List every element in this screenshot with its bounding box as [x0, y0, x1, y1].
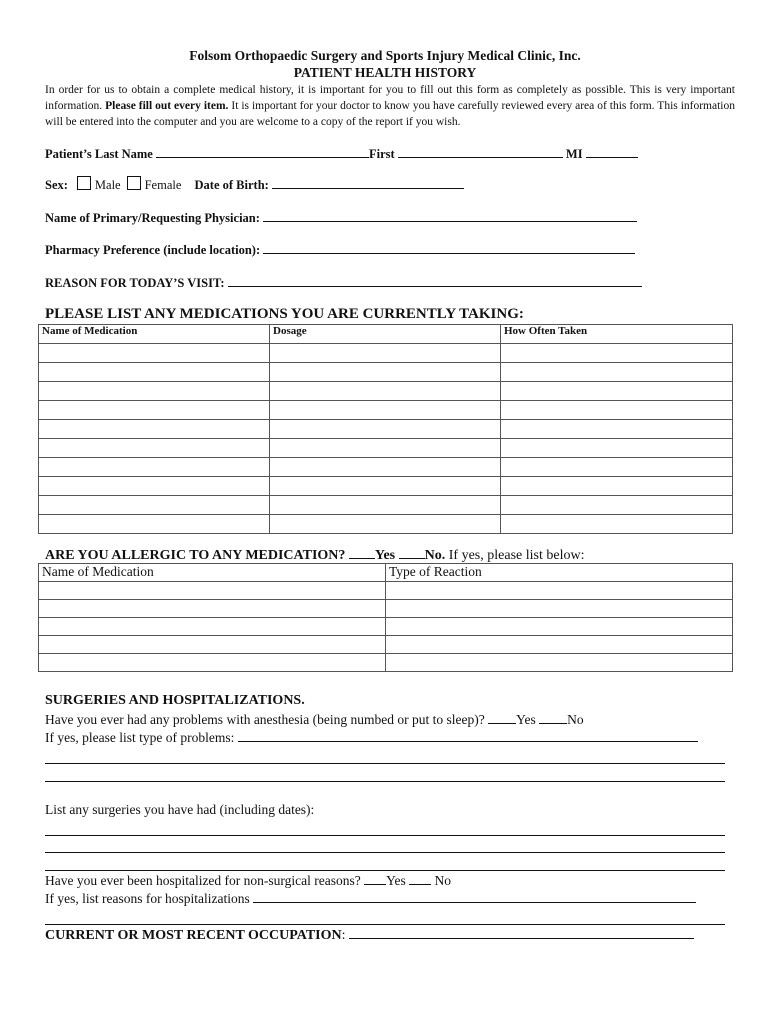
medication-row [39, 477, 733, 496]
reason-label: REASON FOR TODAY’S VISIT: [45, 276, 225, 290]
surgeries-line-2[interactable] [45, 852, 725, 853]
medication-row [39, 496, 733, 515]
table-cell[interactable] [270, 458, 501, 477]
anesthesia-problems-line-3[interactable] [45, 781, 725, 782]
allergy-yes-label: Yes [374, 548, 396, 563]
table-cell[interactable] [270, 515, 501, 534]
clinic-name: Folsom Orthopaedic Surgery and Sports Injury Medical Clinic, Inc. [189, 48, 581, 63]
table-cell[interactable] [386, 600, 733, 618]
table-cell[interactable] [501, 344, 733, 363]
occupation-row [45, 926, 694, 945]
last-name-label: Patient’s Last Name [45, 147, 153, 161]
anesthesia-problems-label: If yes, please list type of problems: [45, 730, 235, 745]
table-cell[interactable] [39, 439, 270, 458]
table-cell[interactable] [386, 582, 733, 600]
table-cell[interactable] [270, 401, 501, 420]
table-cell[interactable] [39, 420, 270, 439]
hospitalization-reasons-field[interactable] [253, 890, 696, 903]
table-cell[interactable] [39, 654, 386, 672]
column-header: Name of Medication [39, 325, 270, 344]
allergy-no-label: No. [424, 548, 446, 563]
occupation-colon: : [341, 928, 346, 943]
medications-heading: PLEASE LIST ANY MEDICATIONS YOU ARE CURRENTLY TAKING: [45, 306, 524, 322]
hospitalization-no-label: No [434, 873, 452, 888]
table-cell[interactable] [501, 477, 733, 496]
pharmacy-label: Pharmacy Preference (include location): [45, 243, 261, 257]
allergy-yes-blank[interactable] [349, 546, 375, 559]
hospitalization-question: Have you ever been hospitalized for non-surgical reasons? [45, 873, 361, 888]
medications-header-row [39, 325, 733, 344]
column-header: Dosage [270, 325, 501, 344]
table-cell[interactable] [501, 458, 733, 477]
column-header: How Often Taken [501, 325, 733, 344]
column-header: Name of Medication [39, 564, 386, 582]
intro-paragraph [45, 82, 735, 130]
anesthesia-problems-row [45, 729, 698, 747]
allergy-header-row [39, 564, 733, 582]
name-row [45, 145, 638, 162]
hospitalization-no-blank[interactable] [409, 872, 431, 885]
sex-label: Sex: [45, 178, 68, 192]
occupation-field[interactable] [349, 926, 694, 939]
table-cell[interactable] [39, 600, 386, 618]
physician-label: Name of Primary/Requesting Physician: [45, 211, 260, 225]
allergy-row [39, 654, 733, 672]
table-cell[interactable] [501, 496, 733, 515]
anesthesia-question: Have you ever had any problems with anesthesia (being numbed or put to sleep)? [45, 712, 485, 727]
male-checkbox[interactable] [77, 176, 91, 190]
allergy-row [39, 636, 733, 654]
surgeries-line-3[interactable] [45, 870, 725, 871]
intro-text-1: In order for us to obtain a complete medical history, it is important for you to fill out this form as completely as possible. This is very important information. [45, 84, 735, 112]
anesthesia-no-label: No [567, 712, 584, 727]
mi-label: MI [565, 147, 583, 161]
first-name-label: First [368, 147, 395, 161]
dob-field[interactable] [272, 176, 464, 189]
first-name-field[interactable] [398, 145, 563, 158]
hospitalization-reasons-line-2[interactable] [45, 924, 725, 925]
anesthesia-yes-blank[interactable] [488, 711, 516, 724]
form-title: PATIENT HEALTH HISTORY [293, 65, 477, 80]
hospitalization-reasons-row [45, 890, 696, 908]
table-cell[interactable] [270, 344, 501, 363]
table-cell[interactable] [39, 496, 270, 515]
allergy-table [38, 563, 733, 672]
table-cell[interactable] [270, 439, 501, 458]
pharmacy-field[interactable] [263, 241, 635, 254]
table-cell[interactable] [39, 515, 270, 534]
reason-row [45, 274, 642, 291]
table-cell[interactable] [39, 401, 270, 420]
medication-row [39, 401, 733, 420]
table-cell[interactable] [39, 618, 386, 636]
table-cell[interactable] [39, 636, 386, 654]
allergy-question-row [45, 546, 584, 564]
table-cell[interactable] [386, 618, 733, 636]
table-cell[interactable] [501, 363, 733, 382]
medication-row [39, 458, 733, 477]
table-cell[interactable] [270, 420, 501, 439]
intro-emphasis: Please fill out every item. [105, 100, 229, 112]
table-cell[interactable] [501, 382, 733, 401]
allergy-row [39, 582, 733, 600]
male-label: Male [94, 178, 121, 192]
anesthesia-problems-line-2[interactable] [45, 763, 725, 764]
medication-row [39, 439, 733, 458]
medication-row [39, 515, 733, 534]
medication-row [39, 382, 733, 401]
table-cell[interactable] [270, 382, 501, 401]
table-cell[interactable] [39, 582, 386, 600]
table-cell[interactable] [270, 363, 501, 382]
table-cell[interactable] [39, 458, 270, 477]
physician-row [45, 209, 637, 226]
medication-row [39, 363, 733, 382]
table-cell[interactable] [270, 496, 501, 515]
hospitalization-yes-label: Yes [386, 873, 406, 888]
pharmacy-row [45, 241, 635, 258]
sex-dob-row [45, 176, 464, 193]
table-cell[interactable] [386, 636, 733, 654]
occupation-label: CURRENT OR MOST RECENT OCCUPATION [45, 928, 342, 943]
table-cell[interactable] [501, 401, 733, 420]
female-label: Female [144, 178, 182, 192]
allergy-no-blank[interactable] [399, 546, 425, 559]
surgeries-heading: SURGERIES AND HOSPITALIZATIONS. [45, 693, 305, 708]
anesthesia-problems-field[interactable] [238, 729, 698, 742]
hospitalization-reasons-label: If yes, list reasons for hospitalizations [45, 891, 250, 906]
anesthesia-row [45, 711, 584, 729]
surgeries-list-label: List any surgeries you have had (including dates): [45, 802, 315, 817]
intro-text-2: It is important for your doctor to know you have carefully reviewed every area of this form. This information will be entered into the computer and you are welcome to a copy of the report if you wish. [45, 100, 735, 128]
dob-label: Date of Birth: [194, 178, 269, 192]
anesthesia-no-blank[interactable] [539, 711, 567, 724]
female-checkbox[interactable] [127, 176, 141, 190]
table-cell[interactable] [501, 439, 733, 458]
table-cell[interactable] [270, 477, 501, 496]
last-name-field[interactable] [156, 145, 369, 158]
table-cell[interactable] [501, 515, 733, 534]
allergy-row [39, 618, 733, 636]
hospitalization-yes-blank[interactable] [364, 872, 386, 885]
mi-field[interactable] [586, 145, 638, 158]
column-header: Type of Reaction [386, 564, 733, 582]
table-cell[interactable] [501, 420, 733, 439]
table-cell[interactable] [39, 363, 270, 382]
table-cell[interactable] [39, 344, 270, 363]
table-cell[interactable] [39, 382, 270, 401]
medication-row [39, 420, 733, 439]
table-cell[interactable] [386, 654, 733, 672]
medications-table [38, 324, 733, 534]
anesthesia-yes-label: Yes [516, 712, 536, 727]
reason-field[interactable] [228, 274, 642, 287]
hospitalization-row [45, 872, 451, 890]
surgeries-line-1[interactable] [45, 835, 725, 836]
allergy-row [39, 600, 733, 618]
allergy-question: ARE YOU ALLERGIC TO ANY MEDICATION? [45, 548, 346, 563]
medication-row [39, 344, 733, 363]
physician-field[interactable] [263, 209, 637, 222]
table-cell[interactable] [39, 477, 270, 496]
allergy-instruction: If yes, please list below: [445, 548, 585, 563]
